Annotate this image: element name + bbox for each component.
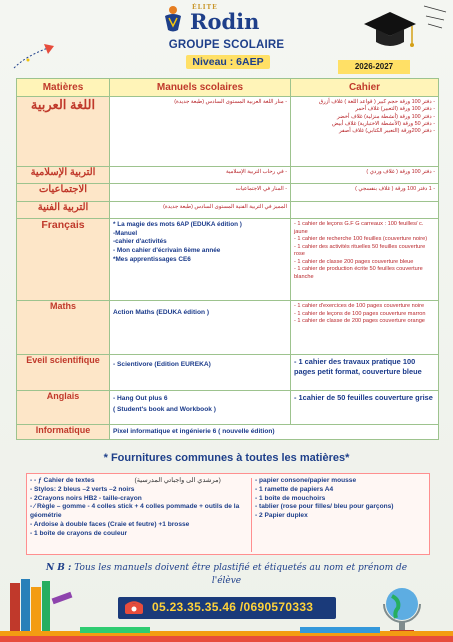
subject-cell: الاجتماعيات (17, 184, 110, 202)
brand-prefix: ÉLITE (192, 4, 218, 11)
supply-item: - ⁄ Règle – gomme - 4 colles stick + 4 colles pommade + outils de la géométrie (30, 503, 240, 520)
book-item: Action Maths (EDUKA édition ) (113, 309, 210, 316)
doodle-icon (420, 2, 450, 32)
books-cell (110, 202, 291, 219)
notebook-item: - دفتر 100 ورقة (التعبير) غلاف أحمر (355, 106, 435, 113)
supply-item: - tablier (rose pour filles/ bleu pour garçons) (255, 503, 394, 511)
subject-cell: Français (17, 219, 110, 301)
subject-cell: Maths (17, 301, 110, 355)
book-item: Pixel informatique et ingénierie 6 ( nouvelle édition) (113, 427, 275, 435)
phone-number[interactable]: 05.23.35.35.46 /0690570333 (152, 600, 314, 614)
book-item: - المنار في الاجتماعيات (235, 186, 287, 192)
supplies-right-list (255, 477, 427, 521)
books-cell (110, 184, 291, 202)
subject-cell: اللغة العربية (17, 97, 110, 167)
notebook-item: - 1 cahier des travaux pratique 100 pages petit format, couverture bleue (294, 357, 422, 376)
book-item: -Manuel (113, 229, 138, 237)
supplies-divider (251, 478, 252, 552)
table-row (17, 355, 439, 391)
notebook-item: - 1 cahier de recherche 100 feuilles (couverture noire) (294, 236, 428, 243)
notebook-item: - 1cahier de 50 feuilles couverture grise (294, 393, 433, 402)
table-row (17, 97, 439, 167)
book-item: - منار اللغة العربية المستوى السادس (طبعة جديدة) (174, 99, 287, 105)
note-text: Tous les manuels doivent être plastifié et étiquetés au nom et prénom de l'élève (74, 563, 408, 587)
table-row (17, 301, 439, 355)
notebooks-cell (291, 184, 439, 202)
supply-item: - 2Crayons noirs HB2 - taille-crayon (30, 494, 142, 502)
books-cell (110, 97, 291, 167)
books-cell (110, 301, 291, 355)
supply-item: - Stylos: 2 bleus –2 verts –2 noirs (30, 485, 135, 493)
supply-item: - Ardoise à double faces (Craie et feutre) +1 brosse (30, 520, 190, 528)
supply-item: - 1 boîte de mouchoirs (255, 494, 326, 502)
notebook-item: - 1 cahier de classe 200 pages couverture bleue (294, 258, 414, 265)
supplies-left-list (30, 477, 248, 538)
books-cell (110, 355, 291, 391)
subject-cell: التربية الفنية (17, 202, 110, 219)
header-notebooks: Cahier (291, 79, 439, 97)
books-cell (110, 391, 291, 425)
supply-item: - papier consone/papier mousse (255, 477, 357, 484)
notebook-item: - دفتر 100 ورقة ( غلاف وردي ) (366, 169, 435, 175)
table-header-row (17, 79, 439, 97)
supply-item-text: - - ƒ Cahier de textes (30, 477, 95, 484)
header-books: Manuels scolaires (110, 79, 291, 97)
notebook-item: - 1 cahier de production écrite 50 feuilles couverture blanche (294, 266, 423, 280)
books-cell (110, 219, 291, 301)
book-item: - Scientivore (Edition EUREKA) (113, 361, 211, 368)
supply-item: - 2 Papier duplex (255, 512, 308, 520)
level-badge: Niveau : 6AEP (186, 55, 270, 69)
book-item: *Mes apprentissages CE6 (113, 255, 191, 263)
notebook-item: - 1 cahier de leçons G.F G carreaux : 100 feuilles/ c. jaune (294, 221, 424, 235)
table-row (17, 425, 439, 440)
book-item: - Mon cahier d'écrivain 6ème année (113, 246, 221, 254)
books-cell (110, 425, 439, 440)
phone-icon (123, 600, 145, 616)
book-item: - في رحاب التربية الإسلامية (226, 169, 287, 175)
notebook-item: - 1 cahier d'exercices de 100 pages couverture noire (294, 303, 425, 309)
supply-item: - 1 ramette de papiers A4 (255, 485, 334, 493)
notebook-item: - دفتر 100 ورقة (أنشطة منزلية) غلاف أخضر (337, 113, 435, 120)
book-item: - Hang Out plus 6 (113, 395, 168, 402)
supplies-title: * Fournitures communes à toutes les matières* (103, 452, 350, 464)
notebooks-cell (291, 202, 439, 219)
table-row (17, 167, 439, 184)
supply-item (30, 477, 248, 486)
note-label: N B : (45, 563, 72, 573)
notebook-item: - 1 cahier des activités rituelles 50 feuilles couverture rose (294, 243, 426, 258)
notebook-item: - دفتر 50 ورقة (الأنشطة الاختبارية) غلاف أبيض (332, 120, 435, 127)
notebook-item: - 1 cahier de leçons de 100 pages couverture marron (294, 310, 426, 317)
books-cell (110, 167, 291, 184)
supplies-box (26, 473, 430, 555)
notebooks-cell (291, 219, 439, 301)
graduation-cap-icon (360, 4, 420, 60)
table-row (17, 202, 439, 219)
notebooks-cell (291, 301, 439, 355)
table-row (17, 391, 439, 425)
notebooks-cell (291, 167, 439, 184)
notebook-item: - 1 cahier de classe de 200 pages couverture orange (294, 318, 425, 325)
notebooks-cell (291, 391, 439, 425)
subject-cell: Anglais (17, 391, 110, 425)
book-item: -cahier d'activités (113, 238, 167, 246)
brand-name: Rodin (190, 9, 260, 34)
supply-item-arabic: (مرشدي الى واجباتي المدرسية) (134, 477, 221, 484)
supply-item: - 1 boîte de crayons de couleur (30, 529, 128, 537)
notebooks-cell (291, 355, 439, 391)
year-badge: 2026-2027 (338, 60, 410, 74)
notebook-item: - 1 دفتر 100 ورقة ( غلاف بنفسجي ) (355, 186, 435, 192)
notebook-item: - دفتر 100 ورقة حجم كبير ( قواعد اللغة ) غلاف أزرق (318, 99, 435, 105)
supply-table (16, 78, 439, 440)
book-item: المميز في التربية الفنية المستوى السادس (طبعة جديدة) (163, 204, 287, 210)
book-item: ( Student's book and Workbook ) (113, 406, 216, 414)
subject-cell: التربية الإسلامية (17, 167, 110, 184)
book-item: * La magie des mots 6AP (EDUKA édition ) (113, 221, 242, 228)
note (40, 562, 413, 588)
table-row (17, 184, 439, 202)
logo-icon (160, 4, 186, 34)
subject-cell: Informatique (17, 425, 110, 440)
group-title: GROUPE SCOLAIRE (168, 39, 285, 51)
subject-cell: Eveil scientifique (17, 355, 110, 391)
header-subjects: Matières (17, 79, 110, 97)
notebook-item: - دفتر 200ورقة (التعبير الكتابي) غلاف أصفر (338, 128, 435, 135)
table-row (17, 219, 439, 301)
notebooks-cell (291, 97, 439, 167)
